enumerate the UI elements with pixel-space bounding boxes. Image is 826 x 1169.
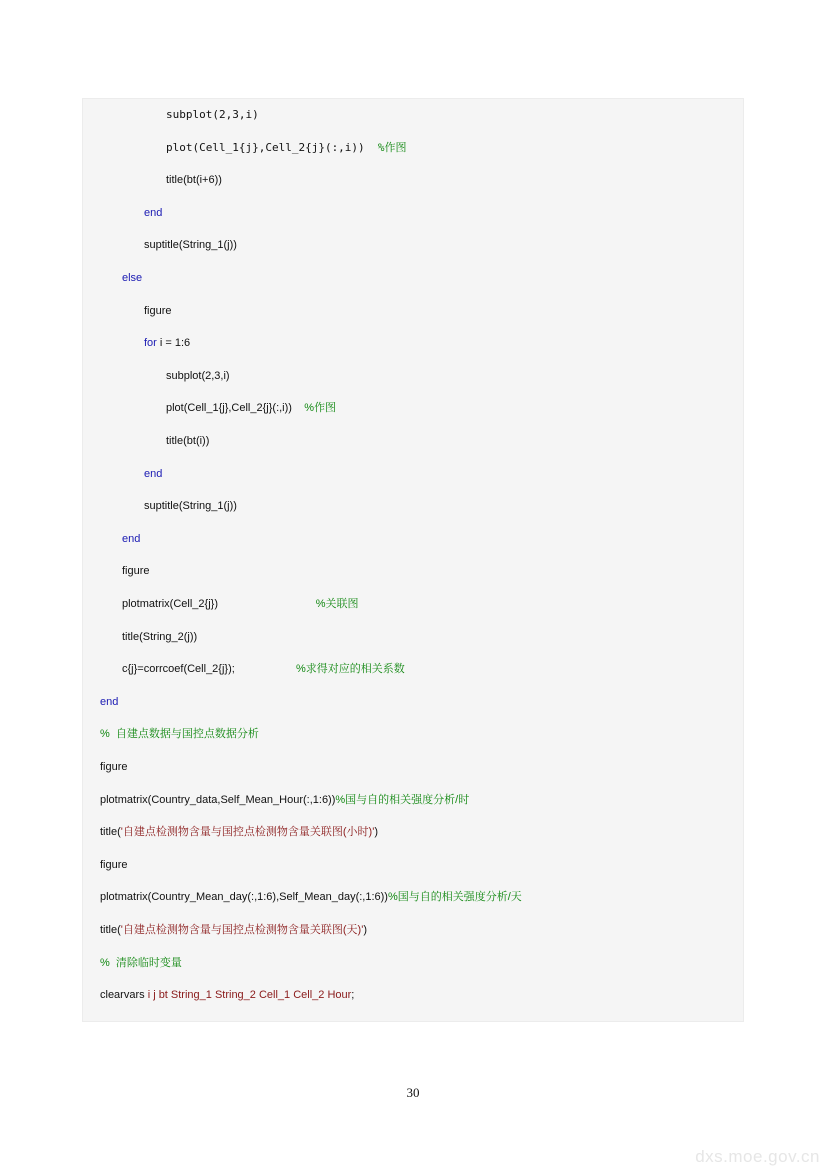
code-line	[100, 825, 378, 839]
code-line	[100, 858, 128, 872]
code-keyword: else	[122, 272, 143, 284]
code-text: title(	[100, 924, 121, 936]
code-comment: %作图	[304, 402, 336, 414]
code-string: i j bt String_1 String_2 Cell_1 Cell_2 Hour	[147, 989, 352, 1001]
code-block	[82, 98, 744, 1022]
code-line	[122, 564, 150, 578]
code-text: i = 1:6	[156, 337, 191, 349]
code-text: plotmatrix(Cell_2{j})	[122, 598, 316, 610]
code-text: ;	[351, 989, 355, 1001]
code-line	[122, 597, 359, 611]
code-text: figure	[144, 305, 172, 317]
code-line	[100, 793, 469, 807]
code-text: c{j}=corrcoef(Cell_2{j});	[122, 663, 296, 675]
code-line	[100, 760, 128, 774]
code-text: title(String_2(j))	[122, 631, 198, 643]
code-line	[144, 206, 162, 220]
code-text: )	[374, 826, 378, 838]
code-text: suptitle(String_1(j))	[144, 239, 237, 251]
code-keyword: end	[100, 696, 119, 708]
code-comment: %关联图	[315, 598, 359, 610]
code-comment: %求得对应的相关系数	[295, 663, 405, 675]
page-number: 30	[406, 1085, 420, 1100]
code-string: '自建点检测物含量与国控点检测物含量关联图(小时)'	[120, 826, 375, 838]
code-line	[144, 336, 190, 350]
code-text: plotmatrix(Country_Mean_day(:,1:6),Self_Mean_day(:,1:6))	[100, 891, 388, 903]
code-text: title(bt(i+6))	[166, 174, 222, 186]
code-keyword: for	[144, 337, 157, 349]
code-line	[122, 532, 140, 546]
code-text: subplot(2,3,i)	[166, 108, 259, 121]
code-line	[100, 695, 118, 709]
code-line	[144, 499, 237, 513]
code-line	[144, 467, 162, 481]
code-line	[144, 304, 172, 318]
code-text: plot(Cell_1{j},Cell_2{j}(:,i))	[166, 141, 378, 154]
code-keyword: end	[122, 533, 141, 545]
code-line	[144, 238, 237, 252]
code-line	[166, 401, 336, 415]
code-line	[122, 271, 142, 285]
code-comment: %国与自的相关强度分析/时	[335, 794, 470, 806]
code-keyword: end	[144, 468, 163, 480]
code-line	[166, 369, 230, 383]
code-line	[100, 923, 367, 937]
code-string: '自建点检测物含量与国控点检测物含量关联图(天)'	[120, 924, 364, 936]
code-text: subplot(2,3,i)	[166, 370, 230, 382]
watermark: dxs.moe.gov.cn	[695, 1147, 820, 1166]
code-line	[166, 434, 209, 448]
code-comment: %国与自的相关强度分析/天	[387, 891, 522, 903]
code-line	[100, 956, 182, 970]
code-line	[100, 988, 354, 1002]
code-text: figure	[122, 565, 150, 577]
code-keyword: end	[144, 207, 163, 219]
code-line	[166, 141, 407, 155]
code-text: plot(Cell_1{j},Cell_2{j}(:,i))	[166, 402, 305, 414]
code-text: figure	[100, 761, 128, 773]
code-comment: % 清除临时变量	[100, 957, 182, 969]
code-text: clearvars	[100, 989, 148, 1001]
code-text: title(	[100, 826, 121, 838]
code-comment: %作图	[377, 141, 407, 154]
code-text: title(bt(i))	[166, 435, 210, 447]
code-line	[100, 727, 259, 741]
code-text: )	[363, 924, 367, 936]
code-text: figure	[100, 859, 128, 871]
code-line	[166, 173, 222, 187]
code-line	[122, 630, 197, 644]
code-text: suptitle(String_1(j))	[144, 500, 237, 512]
code-text: plotmatrix(Country_data,Self_Mean_Hour(:,1:6))	[100, 794, 336, 806]
code-line	[100, 890, 522, 904]
code-line	[122, 662, 405, 676]
code-line	[166, 108, 259, 122]
code-comment: % 自建点数据与国控点数据分析	[100, 728, 259, 740]
